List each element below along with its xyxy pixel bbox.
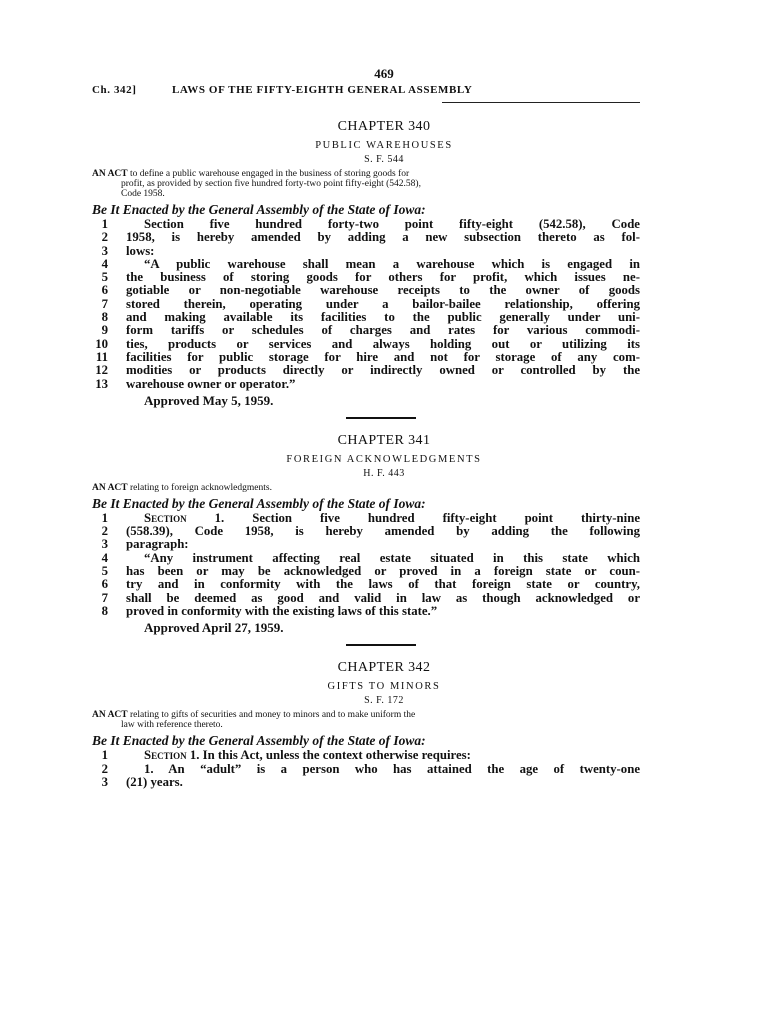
act-text-line-1: to define a public warehouse engaged in the business of storing goods for — [130, 169, 410, 179]
numbered-line — [92, 565, 640, 578]
line-text: gotiable or non-negotiable warehouse receipts to the owner of goods — [126, 283, 640, 298]
chapter-342 — [92, 660, 640, 789]
chapter-341 — [92, 433, 640, 646]
bill-number: H. F. 443 — [363, 467, 405, 479]
header-rule — [442, 102, 640, 103]
line-text: form tariffs or schedules of charges and rates for various commodi- — [126, 323, 640, 338]
line-text: 1958, is hereby amended by adding a new subsection thereto as fol- — [126, 230, 640, 245]
enacting-clause: Be It Enacted by the General Assembly of the State of Iowa: — [92, 495, 426, 511]
running-head-title: LAWS OF THE FIFTY-EIGHTH GENERAL ASSEMBLY — [172, 84, 473, 96]
line-number: 7 — [101, 590, 108, 605]
section-body — [92, 218, 640, 391]
section-body — [92, 512, 640, 618]
numbered-line — [92, 245, 640, 258]
line-text: modities or products directly or indirectly owned or controlled by the — [126, 363, 640, 378]
line-text — [126, 512, 640, 525]
act-lead: AN ACT — [92, 710, 128, 721]
chapter-subject: FOREIGN ACKNOWLEDGMENTS — [286, 453, 482, 465]
line-text: (21) years. — [126, 774, 183, 789]
line-text: stored therein, operating under a bailor-bailee relationship, offering — [126, 296, 640, 311]
line-number: 12 — [95, 363, 108, 378]
line-number: 3 — [101, 774, 108, 789]
line-text: “A public warehouse shall mean a warehouse which is engaged in — [144, 256, 640, 271]
bill-number: S. F. 544 — [364, 154, 404, 165]
numbered-line — [92, 552, 640, 565]
line-number: 8 — [101, 310, 108, 325]
numbered-line — [92, 271, 640, 284]
numbered-line — [92, 525, 640, 538]
line-number: 8 — [101, 603, 108, 618]
line-number: 9 — [101, 323, 108, 338]
numbered-line — [92, 311, 640, 324]
line-text: the business of storing goods for others for profit, which issues ne- — [126, 270, 640, 285]
line-number: 5 — [101, 564, 108, 579]
act-title — [92, 169, 640, 199]
numbered-line — [92, 578, 640, 591]
act-lead: AN ACT — [92, 482, 128, 493]
numbered-line — [92, 763, 640, 776]
act-text-line-3: Code 1958. — [121, 189, 165, 199]
running-head-chapter-ref: Ch. 342] — [92, 84, 137, 96]
bill-number: S. F. 172 — [364, 695, 404, 707]
act-text-line-2: law with reference thereto. — [121, 720, 223, 731]
numbered-line — [92, 605, 640, 618]
section-label: Section 1. — [144, 510, 225, 525]
line-number: 11 — [95, 349, 108, 364]
numbered-line — [92, 378, 640, 391]
line-number: 2 — [101, 761, 108, 776]
line-number: 13 — [95, 376, 108, 391]
numbered-line — [92, 512, 640, 525]
chapter-separator — [346, 417, 416, 419]
chapter-subject: GIFTS TO MINORS — [327, 681, 441, 693]
line-text: has been or may be acknowledged or proved in a foreign state or coun- — [126, 564, 640, 579]
line-number: 2 — [101, 230, 108, 245]
act-title — [92, 710, 640, 730]
line-text: ties, products or services and always holding out or utilizing its — [126, 336, 640, 351]
chapter-subject: PUBLIC WAREHOUSES — [315, 140, 453, 151]
line-number: 3 — [101, 537, 108, 552]
enacting-clause: Be It Enacted by the General Assembly of the State of Iowa: — [92, 733, 426, 749]
act-text-line-1: relating to gifts of securities and money to minors and to make uniform the — [130, 710, 416, 721]
line-text-rest: Section five hundred fifty-eight point thirty-nine — [252, 510, 640, 525]
numbered-line — [92, 749, 640, 762]
act-text-line-2: profit, as provided by section five hundred forty-two point fifty-eight (542.58), — [121, 179, 421, 189]
chapter-title: CHAPTER 342 — [337, 660, 431, 676]
section-label: Section 1. — [144, 748, 200, 763]
numbered-line — [92, 298, 640, 311]
line-number: 7 — [101, 296, 108, 311]
line-number: 6 — [101, 577, 108, 592]
numbered-line — [92, 538, 640, 551]
line-text-rest: In this Act, unless the context otherwise requires: — [202, 748, 471, 763]
line-number: 2 — [101, 524, 108, 539]
numbered-line — [92, 351, 640, 364]
line-text — [126, 749, 640, 762]
chapter-separator — [346, 644, 416, 646]
line-text: warehouse owner or operator.” — [126, 376, 296, 391]
statute-page — [92, 66, 640, 789]
line-text: and making available its facilities to the public generally under uni- — [126, 310, 640, 325]
numbered-line — [92, 258, 640, 271]
line-number: 4 — [101, 550, 108, 565]
line-text: “Any instrument affecting real estate situated in this state which — [144, 550, 640, 565]
line-text: lows: — [126, 243, 155, 258]
act-lead: AN ACT — [92, 169, 128, 179]
line-text: paragraph: — [126, 537, 189, 552]
approval-date: Approved May 5, 1959. — [144, 392, 274, 408]
numbered-line — [92, 776, 640, 789]
numbered-line — [92, 284, 640, 297]
line-text: facilities for public storage for hire and not for storage of any com- — [126, 349, 640, 364]
chapter-340 — [92, 119, 640, 419]
line-number: 5 — [101, 270, 108, 285]
line-number: 1 — [101, 510, 108, 525]
numbered-line — [92, 218, 640, 231]
act-title — [92, 483, 640, 493]
numbered-line — [92, 592, 640, 605]
line-text: shall be deemed as good and valid in law as though acknowledged or — [126, 590, 640, 605]
numbered-line — [92, 324, 640, 337]
line-text: 1. An “adult” is a person who has attained the age of twenty-one — [144, 761, 640, 776]
chapter-title: CHAPTER 340 — [337, 119, 431, 134]
running-head — [92, 84, 640, 96]
line-number: 10 — [95, 336, 108, 351]
line-text: try and in conformity with the laws of that foreign state or country, — [126, 577, 640, 592]
line-number: 4 — [101, 256, 108, 271]
numbered-line — [92, 231, 640, 244]
enacting-clause: Be It Enacted by the General Assembly of the State of Iowa: — [92, 202, 426, 217]
act-text-line-1: relating to foreign acknowledgments. — [130, 482, 272, 493]
approval-date: Approved April 27, 1959. — [144, 620, 284, 636]
line-number: 1 — [101, 748, 108, 763]
line-number: 6 — [101, 283, 108, 298]
numbered-line — [92, 338, 640, 351]
chapter-title: CHAPTER 341 — [337, 432, 431, 448]
line-text: Section five hundred forty-two point fifty-eight (542.58), Code — [144, 217, 640, 231]
line-text: (558.39), Code 1958, is hereby amended by adding the following — [126, 524, 640, 539]
page-number: 469 — [374, 66, 394, 81]
section-body — [92, 749, 640, 789]
line-number: 1 — [101, 217, 108, 231]
numbered-line — [92, 364, 640, 377]
line-number: 3 — [101, 243, 108, 258]
line-text: proved in conformity with the existing laws of this state.” — [126, 603, 438, 618]
